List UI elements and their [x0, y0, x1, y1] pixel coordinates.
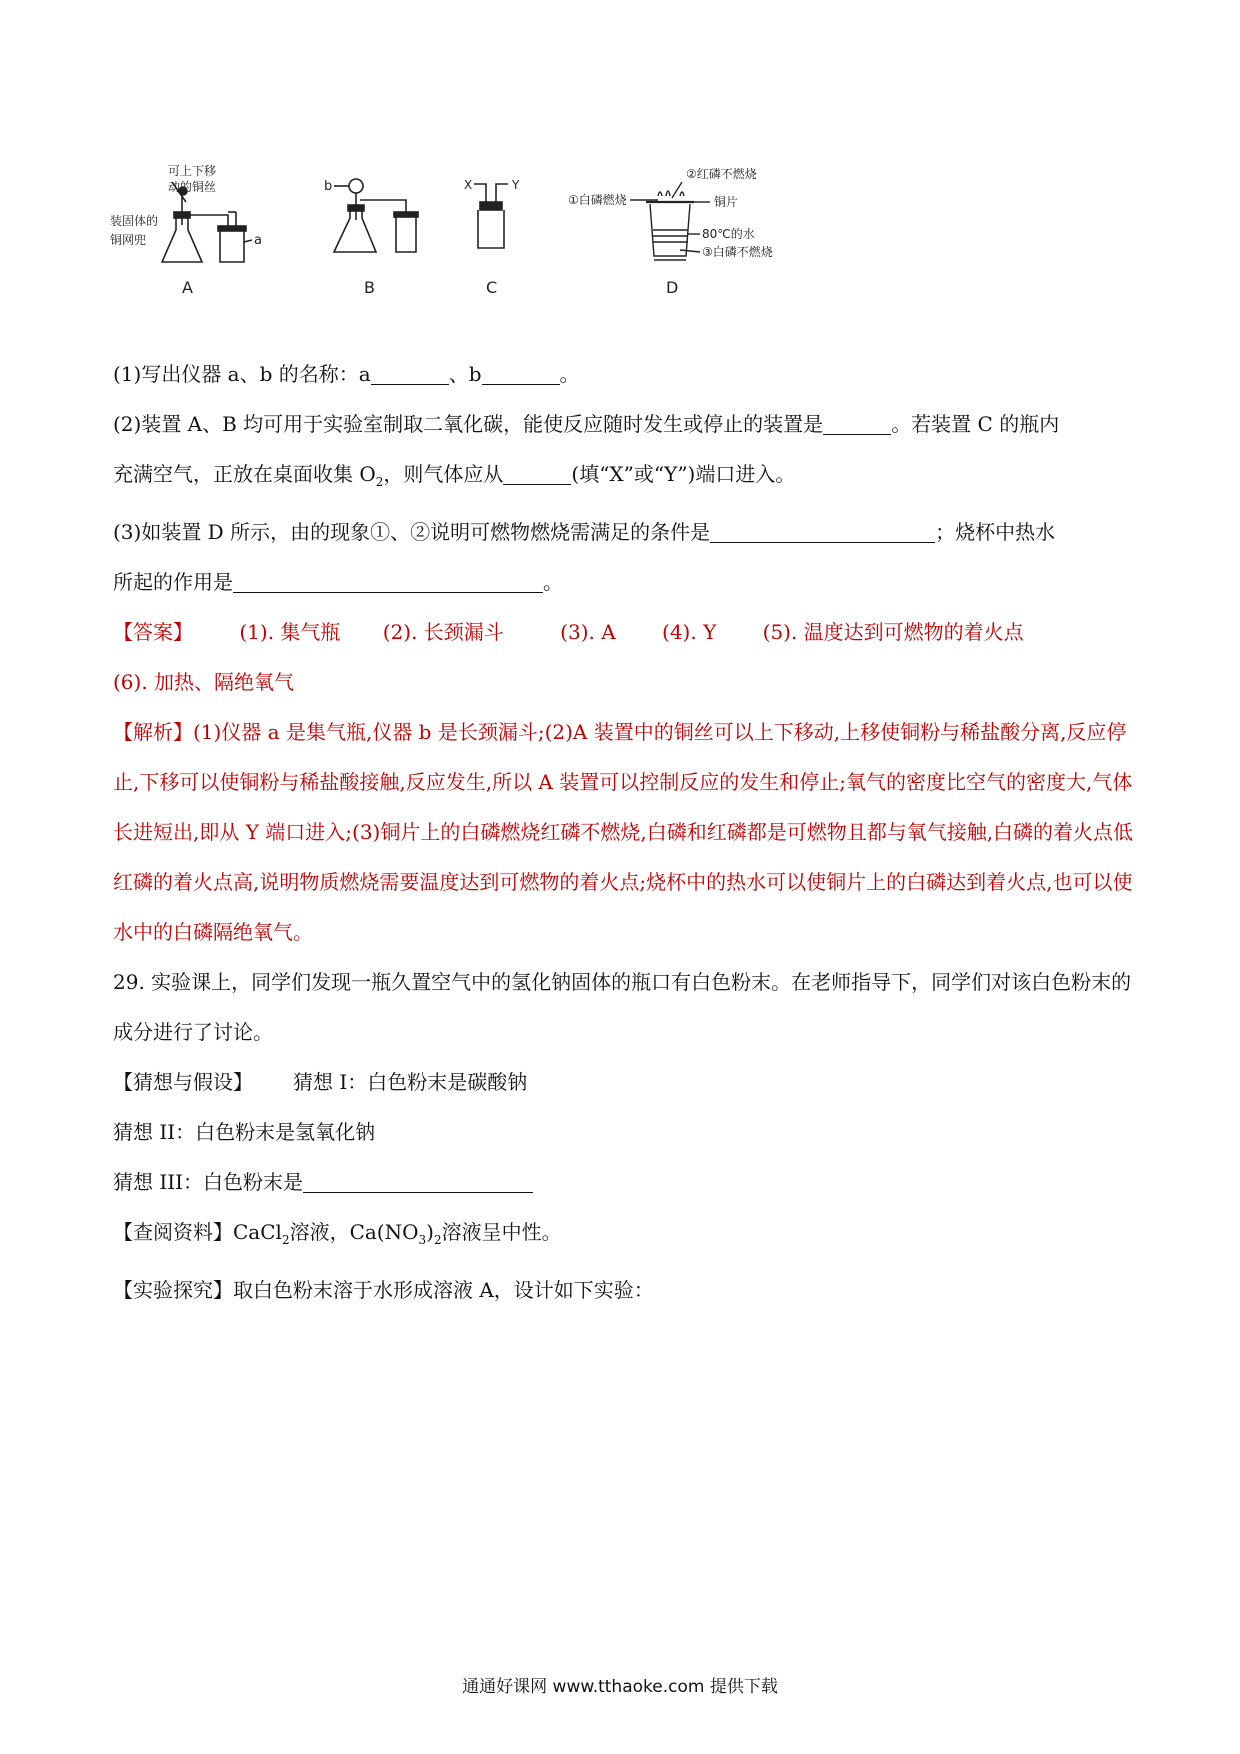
answer-item: (4). Y — [662, 620, 717, 644]
answer-item: (3). A — [560, 620, 616, 644]
label-b: B — [364, 278, 375, 297]
experiment-line: 【实验探究】取白色粉末溶于水形成溶液 A，设计如下实验： — [113, 1278, 654, 1302]
label-a: A — [182, 278, 193, 297]
question-2: (2)装置 A、B 均可用于实验室制取二氧化碳，能使反应随时发生或停止的装置是 。若装置 C 的瓶内 充满空气，正放在桌面收集 $O_2$，则气体应从 (填“X”或“Y”)端口进入。 — [113, 399, 1135, 507]
a-port-label: a — [254, 233, 262, 248]
guess-line-1: 【猜想与假设】 猜想 I：白色粉末是碳酸钠 — [113, 1070, 528, 1094]
analysis-tag: 【解析】 — [113, 720, 193, 744]
question-29: 29. 实验课上，同学们发现一瓶久置空气中的氢化钠固体的瓶口有白色粉末。在老师指导下，同学们对该白色粉末的成分进行了讨论。 — [113, 970, 1132, 1044]
blank-b — [482, 358, 560, 385]
answer-block — [113, 607, 1135, 707]
guess-line-3: 猜想 III：白色粉末是 — [113, 1157, 1135, 1207]
answer-item: (2). 长颈漏斗 — [382, 620, 504, 644]
a-note-4: 铜网兜 — [110, 233, 147, 247]
blank-a — [371, 358, 449, 385]
b-port-label: b — [324, 179, 333, 194]
blank-condition — [710, 516, 935, 543]
question-3: (3)如装置 D 所示，由的现象①、②说明可燃物燃烧需满足的条件是 ；烧杯中热水 所起的作用是 。 — [113, 507, 1135, 607]
c-port-y: Y — [512, 178, 520, 192]
blank-device — [823, 408, 891, 435]
apparatus-c — [474, 184, 508, 248]
answer-item: (6). 加热、隔绝氧气 — [113, 670, 295, 694]
answer-item: (5). 温度达到可燃物的着火点 — [762, 620, 1024, 644]
label-c: C — [486, 278, 498, 297]
reference-line: 【查阅资料】CaCl$_2$溶液，$Ca(NO_3)_2$溶液呈中性。 — [113, 1220, 562, 1247]
apparatus-diagram — [110, 160, 880, 340]
blank-guess-3 — [303, 1166, 533, 1193]
d-note-2: ②红磷不燃烧 — [686, 167, 757, 181]
analysis-text: (1)仪器 a 是集气瓶,仪器 b 是长颈漏斗;(2)A 装置中的铜丝可以上下移动,上移使铜粉与稀盐酸分离,反应停止,下移可以使铜粉与稀盐酸接触,反应发生,所以 A 装置可以控制反应的发生和停止;氧气的密度比空气的密度大,气体长进短出,即从 Y 端口进入;(3)铜片上的白磷燃烧红磷不燃烧,白磷和红磷都是可燃物且都与氧气接触,白磷的着火点低红磷的着火点高,说明物质燃烧需要温度达到可燃物的着火点;烧杯中的热水可以使铜片上的白磷达到着火点,也可以使水中的白磷隔绝氧气。 — [113, 720, 1134, 944]
c-port-x: X — [464, 178, 473, 192]
apparatus-b — [334, 179, 418, 252]
a-note-1: 可上下移 — [168, 164, 217, 178]
d-note-1: ①白磷燃烧 — [568, 193, 627, 207]
blank-port — [503, 458, 571, 485]
apparatus-a — [162, 182, 252, 262]
apparatus-d — [630, 182, 710, 260]
d-note-3: 铜片 — [714, 195, 739, 209]
a-note-3: 装固体的 — [110, 214, 159, 228]
question-1: (1)写出仪器 a、b 的名称：a 、b 。 — [113, 349, 1135, 399]
a-note-2: 动的铜丝 — [168, 180, 217, 194]
analysis-block — [113, 707, 1135, 957]
d-note-4: 80℃的水 — [702, 227, 755, 241]
blank-water-role — [233, 566, 543, 593]
guess-line-2: 猜想 II：白色粉末是氢氧化钠 — [113, 1120, 376, 1144]
answer-tag: 【答案】 — [113, 620, 193, 644]
apparatus-figure — [110, 160, 880, 340]
footer-source: 通通好课网 www.tthaoke.com 提供下载 — [462, 1677, 778, 1697]
label-d: D — [666, 278, 679, 297]
document-body — [113, 349, 1135, 1315]
d-note-5: ③白磷不燃烧 — [702, 245, 773, 259]
answer-item: (1). 集气瓶 — [239, 620, 341, 644]
